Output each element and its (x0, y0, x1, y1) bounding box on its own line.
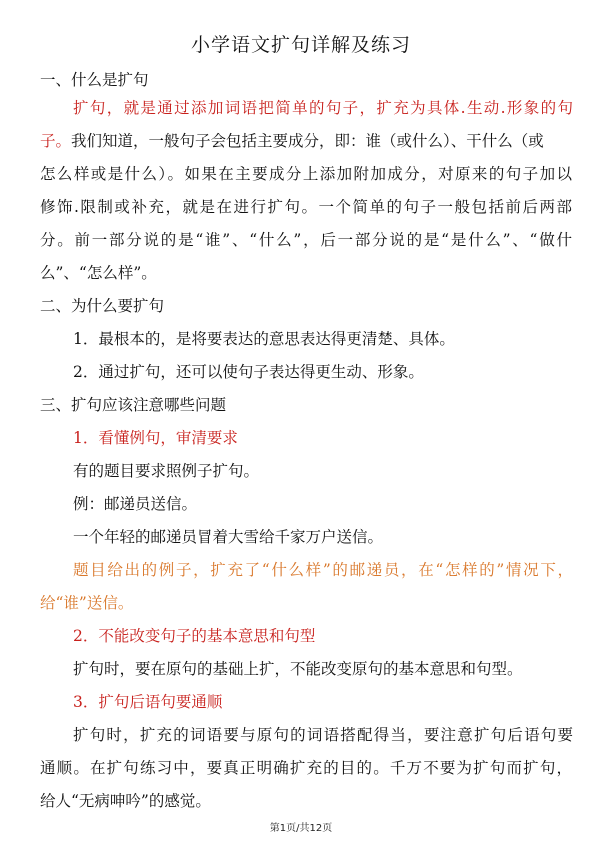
paragraph-text-5: 分。前一部分说的是“谁”、“什么”，后一部分说的是“是什么”、“做什 (40, 231, 572, 249)
point-1-note-line-2: 给“谁”送信。 (40, 594, 134, 612)
paragraph-line-3 (40, 164, 580, 184)
point-3-line-3: 给人“无病呻吟”的感觉。 (40, 792, 211, 810)
definition-text-2: 子。 (40, 132, 72, 150)
definition-text-1: 扩句，就是通过添加词语把简单的句子，扩充为具体.生动.形象的句 (73, 99, 573, 117)
point-1-example: 例：邮递员送信。 (73, 495, 198, 513)
paragraph-line-5 (40, 230, 580, 250)
point-3-line-1 (73, 725, 573, 745)
point-2-title: 2．不能改变句子的基本意思和句型 (73, 627, 316, 645)
point-1-note-text-1: 题目给出的例子，扩充了“什么样”的邮递员，在“怎样的”情况下， (73, 561, 573, 579)
definition-line-1 (73, 98, 573, 118)
section-heading-what-is: 一、什么是扩句 (40, 71, 149, 89)
point-3-title: 3．扩句后语句要通顺 (73, 693, 223, 711)
point-1-note-line-1 (73, 560, 573, 580)
paragraph-line-4 (40, 197, 580, 217)
point-1-title: 1．看懂例句，审清要求 (73, 429, 238, 447)
paragraph-text-2: 我们知道，一般句子会包括主要成分，即：谁（或什么）、干什么（或 (71, 132, 544, 150)
point-1-expanded-example: 一个年轻的邮递员冒着大雪给千家万户送信。 (73, 528, 384, 546)
list-item-reason-1: 1．最根本的，是将要表达的意思表达得更清楚、具体。 (73, 330, 455, 348)
point-1-text-1: 有的题目要求照例子扩句。 (73, 462, 260, 480)
point-3-line-2 (40, 758, 580, 778)
page-title: 小学语文扩句详解及练习 (190, 34, 411, 56)
list-item-reason-2: 2．通过扩句，还可以使句子表达得更生动、形象。 (73, 363, 424, 381)
paragraph-line-6: 么”、“怎么样”。 (40, 264, 157, 282)
paragraph-text-4: 修饰.限制或补充，就是在进行扩句。一个简单的句子一般包括前后两部 (40, 198, 572, 216)
paragraph-line-2 (40, 131, 580, 151)
section-heading-notes: 三、扩句应该注意哪些问题 (40, 396, 227, 414)
page-number-footer: 第1页/共12页 (269, 823, 333, 834)
point-3-text-1: 扩句时，扩充的词语要与原句的词语搭配得当，要注意扩句后语句要 (73, 726, 573, 744)
point-2-text: 扩句时，要在原句的基础上扩，不能改变原句的基本意思和句型。 (73, 660, 523, 678)
point-3-text-2: 通顺。在扩句练习中，要真正明确扩充的目的。千万不要为扩句而扩句， (40, 759, 572, 777)
section-heading-why: 二、为什么要扩句 (40, 297, 165, 315)
paragraph-text-3: 怎么样或是什么）。如果在主要成分上添加附加成分，对原来的句子加以 (40, 165, 572, 183)
